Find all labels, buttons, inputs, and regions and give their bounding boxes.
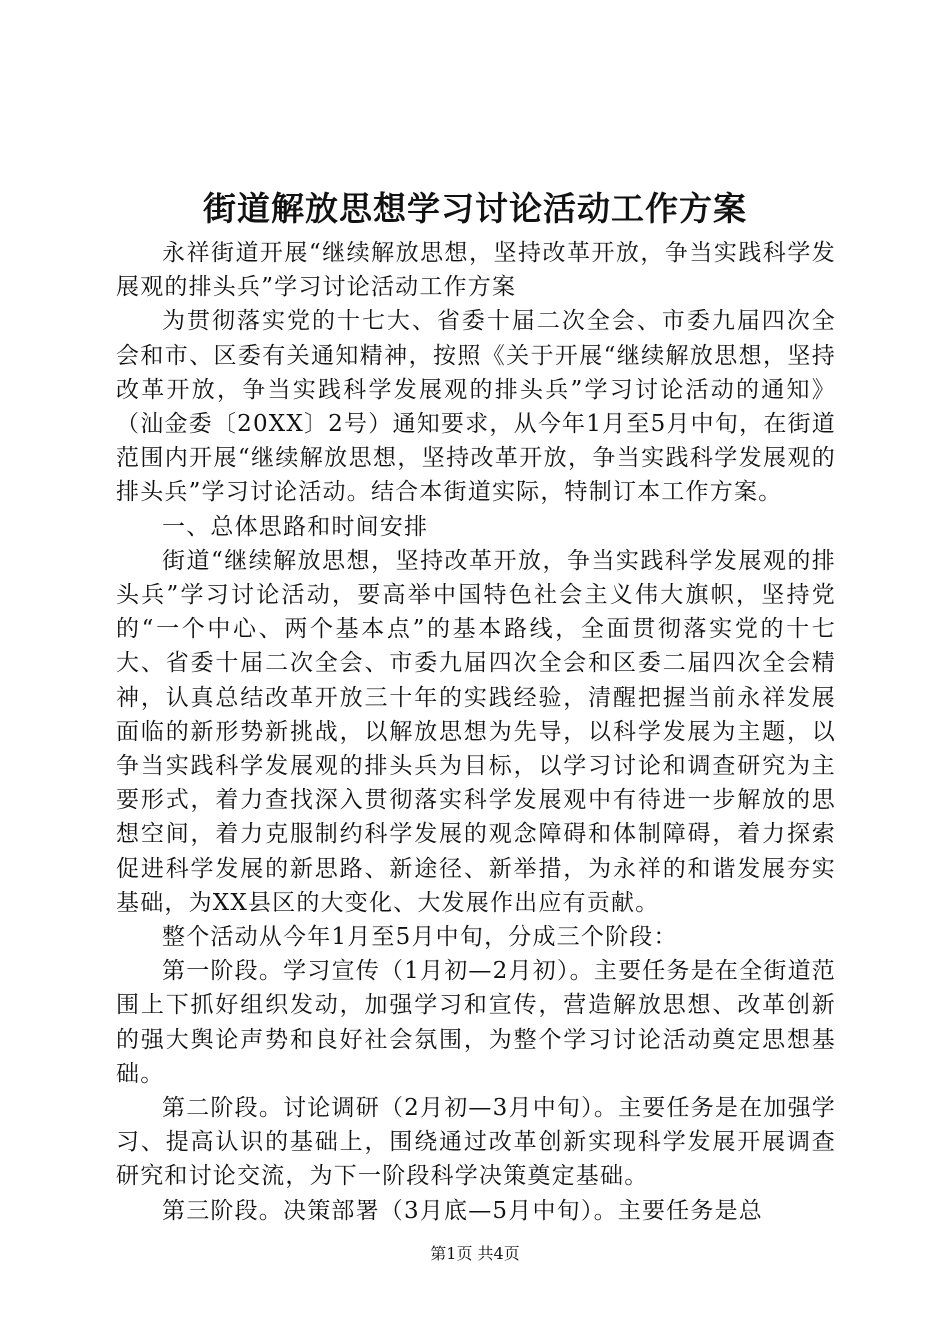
paragraph-stage-1: 第一阶段。学习宣传（1月初—2月初）。主要任务是在全街道范围上下抓好组织发动，加强学习和宣传，营造解放思想、改革创新的强大舆论声势和良好社会氛围，为整个学习讨论活动奠定思想基础。 bbox=[116, 958, 836, 1087]
page-number-footer: 第1页 共4页 bbox=[430, 1244, 520, 1263]
document-title: 街道解放思想学习讨论活动工作方案 bbox=[203, 189, 747, 228]
document-body bbox=[116, 236, 836, 1228]
section-heading-1: 一、总体思路和时间安排 bbox=[162, 513, 429, 540]
paragraph-stage-3: 第三阶段。决策部署（3月底—5月中旬）。主要任务是总 bbox=[162, 1197, 763, 1224]
paragraph-purpose: 为贯彻落实党的十七大、省委十届二次全会、市委九届四次全会和市、区委有关通知精神，按照《关于开展“继续解放思想，坚持改革开放，争当实践科学发展观的排头兵”学习讨论活动的通知》（汕金委〔20XX〕2号）通知要求，从今年1月至5月中旬，在街道范围内开展“继续解放思想，坚持改革开放，争当实践科学发展观的排头兵”学习讨论活动。结合本街道实际，特制订本工作方案。 bbox=[116, 308, 836, 506]
paragraph-stages-intro: 整个活动从今年1月至5月中旬，分成三个阶段： bbox=[162, 924, 678, 951]
paragraph-intro: 永祥街道开展“继续解放思想，坚持改革开放，争当实践科学发展观的排头兵”学习讨论活动工作方案 bbox=[116, 240, 836, 301]
paragraph-stage-2: 第二阶段。讨论调研（2月初—3月中旬）。主要任务是在加强学习、提高认识的基础上，围绕通过改革创新实现科学发展开展调查研究和讨论交流，为下一阶段科学决策奠定基础。 bbox=[116, 1095, 836, 1190]
paragraph-overview: 街道“继续解放思想，坚持改革开放，争当实践科学发展观的排头兵”学习讨论活动，要高举中国特色社会主义伟大旗帜，坚持党的“一个中心、两个基本点”的基本路线，全面贯彻落实党的十七大、省委十届二次全会、市委九届四次全会和区委二届四次全会精神，认真总结改革开放三十年的实践经验，清醒把握当前永祥发展面临的新形势新挑战，以解放思想为先导，以科学发展为主题，以争当实践科学发展观的排头兵为目标，以学习讨论和调查研究为主要形式，着力查找深入贯彻落实科学发展观中有待进一步解放的思想空间，着力克服制约科学发展的观念障碍和体制障碍，着力探索促进科学发展的新思路、新途径、新举措，为永祥的和谐发展夯实基础，为XX县区的大变化、大发展作出应有贡献。 bbox=[116, 547, 836, 916]
